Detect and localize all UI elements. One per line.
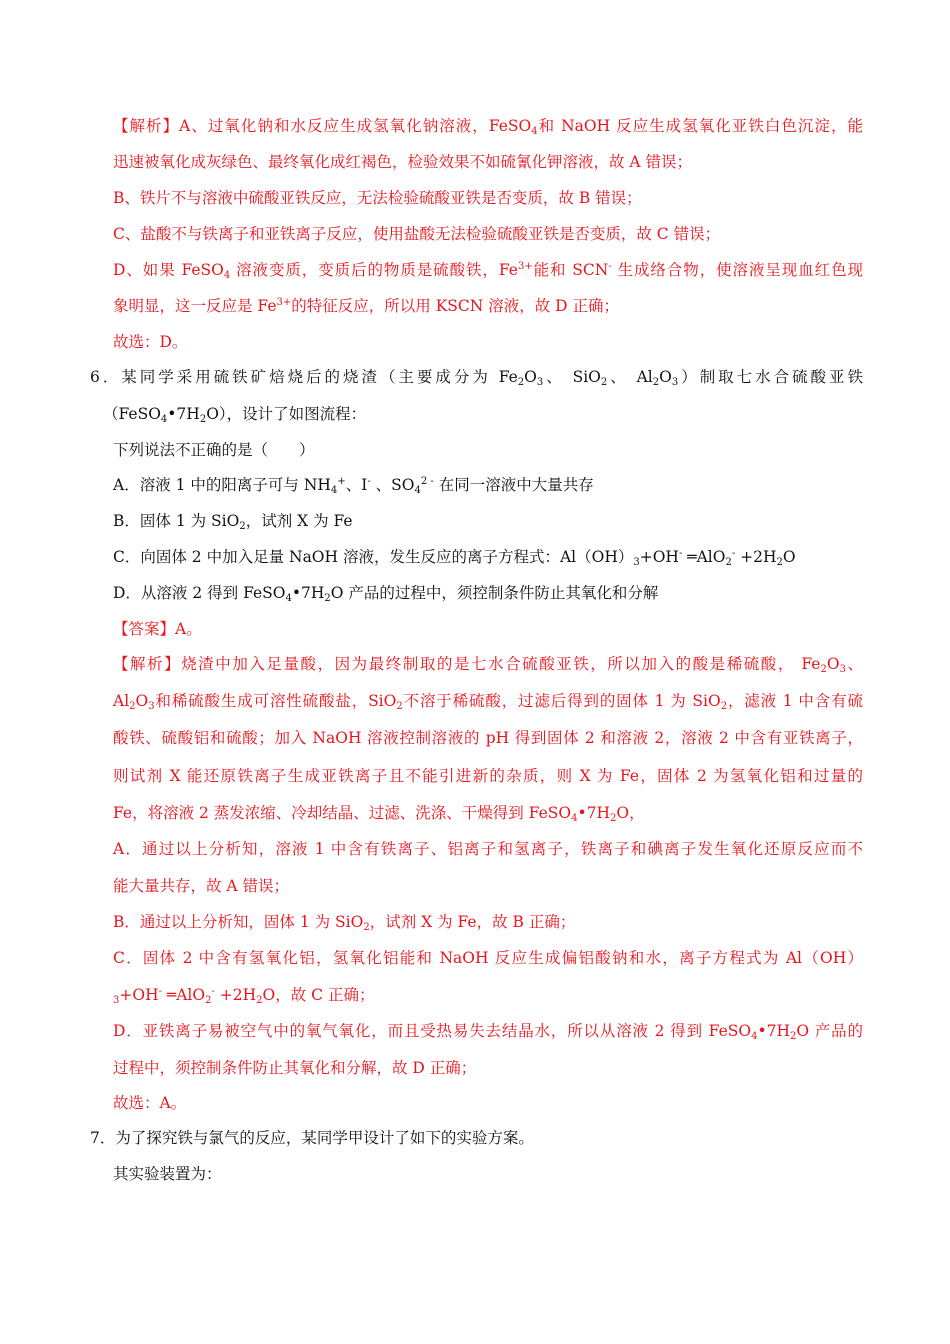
text-run: C．向固体 2 中加入足量 NaOH 溶液，发生反应的离子方程式：Al（OH） xyxy=(113,548,634,566)
subscript: 3 xyxy=(148,701,155,712)
text-run: O， xyxy=(616,804,645,822)
text-line xyxy=(113,1092,863,1114)
text-run: 过程中，须控制条件防止其氧化和分解，故 D 正确； xyxy=(113,1059,477,1077)
text-run: 、 Al xyxy=(607,368,653,386)
text-line xyxy=(113,765,863,787)
text-line xyxy=(113,690,863,712)
text-run: •7H xyxy=(167,405,200,423)
text-run: 、 SiO xyxy=(543,368,601,386)
subscript: 4 xyxy=(414,485,421,496)
text-run: A．通过以上分析知，溶液 1 中含有铁离子、铝离子和氢离子，铁离子和碘离子发生氧化还原反应而不 xyxy=(113,840,863,858)
text-run: 下列说法不正确的是（ ） xyxy=(113,441,315,459)
subscript: 4 xyxy=(285,593,292,604)
text-run: 故选：D。 xyxy=(113,333,188,351)
text-line xyxy=(113,802,863,824)
subscript: 3 xyxy=(536,377,544,388)
text-run: ，试剂 X 为 Fe xyxy=(245,512,353,530)
text-run: •7H xyxy=(291,584,325,602)
subscript: 2 xyxy=(324,593,331,604)
text-line xyxy=(113,1163,863,1185)
text-line xyxy=(113,331,863,353)
text-run: O xyxy=(659,368,672,386)
text-line xyxy=(90,366,863,388)
text-run: 、SO xyxy=(370,476,415,494)
text-line xyxy=(113,618,863,640)
text-run: •7H xyxy=(577,804,611,822)
subscript: 4 xyxy=(571,813,578,824)
text-run: O 产品的过程中，须控制条件防止其氧化和分解 xyxy=(330,584,659,602)
superscript: - xyxy=(731,548,736,559)
text-run: D．亚铁离子易被空气中的氧气氧化，而且受热易失去结晶水，所以从溶液 2 得到 FeSO xyxy=(113,1022,752,1040)
superscript: 2 - xyxy=(420,476,434,487)
text-line xyxy=(113,510,863,532)
text-line xyxy=(113,875,863,897)
superscript: - xyxy=(158,986,162,997)
text-run: O xyxy=(782,548,796,566)
text-line xyxy=(113,115,863,137)
text-run: O xyxy=(135,692,149,710)
subscript: 4 xyxy=(330,485,338,496)
text-line xyxy=(113,727,863,749)
subscript: 3 xyxy=(633,557,640,568)
text-line xyxy=(113,474,863,496)
text-run: 象明显，这一反应是 Fe xyxy=(113,297,277,315)
text-run: Fe，将溶液 2 蒸发浓缩、冷却结晶、过滤、洗涤、干燥得到 FeSO xyxy=(113,804,572,822)
text-line xyxy=(113,546,863,568)
text-run: +OH xyxy=(639,548,679,566)
text-run: ═AlO xyxy=(682,548,726,566)
subscript: 3 xyxy=(839,664,846,675)
text-line xyxy=(113,1020,863,1042)
text-run: B．通过以上分析知，固体 1 为 SiO xyxy=(113,913,364,931)
text-run: A．溶液 1 中的阳离子可与 NH xyxy=(113,476,331,494)
subscript: 2 xyxy=(610,813,617,824)
superscript: + xyxy=(337,476,346,487)
text-run: ═AlO xyxy=(161,986,206,1004)
superscript: - xyxy=(608,261,612,272)
text-line xyxy=(113,439,863,461)
text-run: O xyxy=(826,655,840,673)
subscript: 4 xyxy=(160,414,168,425)
text-run: （FeSO xyxy=(103,405,161,423)
text-run: 【解析】烧渣中加入足量酸，因为最终制取的是七水合硫酸亚铁，所以加入的酸是稀硫酸， Fe xyxy=(113,655,821,673)
text-run: +2H xyxy=(735,548,777,566)
text-run: D．从溶液 2 得到 FeSO xyxy=(113,584,286,602)
text-run: B、铁片不与溶液中硫酸亚铁反应，无法检验硫酸亚铁是否变质，故 B 错误； xyxy=(113,189,642,207)
text-run: 、 xyxy=(845,655,863,673)
subscript: 2 xyxy=(789,1031,797,1042)
text-line xyxy=(113,984,863,1006)
text-run: 迅速被氧化成灰绿色、最终氧化成红褐色，检验效果不如硫氰化钾溶液，故 A 错误； xyxy=(113,153,693,171)
text-run: 在同一溶液中大量共存 xyxy=(433,476,594,494)
text-run: Al xyxy=(113,692,130,710)
subscript: 2 xyxy=(600,377,608,388)
subscript: 2 xyxy=(652,377,660,388)
superscript: 3+ xyxy=(276,297,292,308)
subscript: 3 xyxy=(671,377,679,388)
text-run: 溶液变质，变质后的物质是硫酸铁，Fe xyxy=(230,261,518,279)
text-run: 酸铁、硫酸铝和硫酸；加入 NaOH 溶液控制溶液的 pH 得到固体 2 和溶液 2，溶液 2 中含有亚铁离子， xyxy=(113,729,863,747)
text-run: C、盐酸不与铁离子和亚铁离子反应，使用盐酸无法检验硫酸亚铁是否变质，故 C 错误； xyxy=(113,225,721,243)
subscript: 2 xyxy=(129,701,136,712)
text-run: 生成络合物，使溶液呈现血红色现 xyxy=(611,261,863,279)
text-run: 【答案】A。 xyxy=(113,620,202,638)
text-run: ，试剂 X 为 Fe，故 B 正确； xyxy=(369,913,576,931)
text-run: ）制取七水合硫酸亚铁 xyxy=(678,368,863,386)
subscript: 2 xyxy=(517,377,525,388)
subscript: 2 xyxy=(199,414,207,425)
superscript: 3+ xyxy=(517,261,533,272)
subscript: 2 xyxy=(720,701,728,712)
text-line xyxy=(113,187,863,209)
text-line xyxy=(90,1127,863,1149)
text-run: O，故 C 正确； xyxy=(262,986,375,1004)
text-run: 则试剂 X 能还原铁离子生成亚铁离子且不能引进新的杂质，则 X 为 Fe，固体 2 为氢氧化铝和过量的 xyxy=(113,767,863,785)
text-line xyxy=(113,947,863,969)
text-run: 6．某同学采用硫铁矿焙烧后的烧渣（主要成分为 Fe xyxy=(90,368,518,386)
subscript: 2 xyxy=(820,664,827,675)
subscript: 2 xyxy=(205,995,212,1006)
text-run: 能和 SCN xyxy=(532,261,609,279)
superscript: - xyxy=(211,986,215,997)
text-run: 和稀硫酸生成可溶性硫酸盐，SiO xyxy=(154,692,397,710)
text-run: +2H xyxy=(214,986,257,1004)
text-line xyxy=(113,582,863,604)
text-run: 故选：A。 xyxy=(113,1094,187,1112)
subscript: 2 xyxy=(776,557,783,568)
text-run: 、I xyxy=(345,476,368,494)
text-run: ，滤液 1 中含有硫 xyxy=(727,692,863,710)
text-run: O 产品的 xyxy=(796,1022,863,1040)
text-run: 7．为了探究铁与氯气的反应，某同学甲设计了如下的实验方案。 xyxy=(90,1129,534,1147)
text-run: 其实验装置为： xyxy=(113,1165,222,1183)
text-line xyxy=(113,1057,863,1079)
text-run: D、如果 FeSO xyxy=(113,261,224,279)
text-run: +OH xyxy=(119,986,159,1004)
text-run: 能大量共存，故 A 错误； xyxy=(113,877,290,895)
subscript: 2 xyxy=(725,557,732,568)
subscript: 2 xyxy=(396,701,403,712)
text-run: 不溶于稀硫酸，过滤后得到的固体 1 为 SiO xyxy=(402,692,721,710)
text-run: 和 NaOH 反应生成氢氧化亚铁白色沉淀，能 xyxy=(537,117,863,135)
subscript: 4 xyxy=(531,126,538,137)
text-run: •7H xyxy=(757,1022,790,1040)
subscript: 2 xyxy=(363,922,370,933)
superscript: - xyxy=(678,548,683,559)
text-line xyxy=(103,403,853,425)
superscript: - xyxy=(367,476,371,487)
text-run: C．固体 2 中含有氢氧化铝，氢氧化铝能和 NaOH 反应生成偏铝酸钠和水，离子方程式为 Al（OH） xyxy=(113,949,863,967)
subscript: 2 xyxy=(239,521,246,532)
text-line xyxy=(113,295,863,317)
text-run: 的特征反应，所以用 KSCN 溶液，故 D 正确； xyxy=(291,297,620,315)
subscript: 3 xyxy=(113,995,120,1006)
text-run: 【解析】A、过氧化钠和水反应生成氢氧化钠溶液，FeSO xyxy=(113,117,532,135)
subscript: 4 xyxy=(751,1031,758,1042)
text-run: B．固体 1 为 SiO xyxy=(113,512,240,530)
text-run: O），设计了如图流程： xyxy=(206,405,367,423)
subscript: 4 xyxy=(223,270,231,281)
text-run: O xyxy=(524,368,537,386)
text-line xyxy=(113,151,863,173)
text-line xyxy=(113,223,863,245)
text-line xyxy=(113,653,863,675)
text-line xyxy=(113,259,863,281)
subscript: 2 xyxy=(256,995,263,1006)
text-line xyxy=(113,911,863,933)
text-line xyxy=(113,838,863,860)
